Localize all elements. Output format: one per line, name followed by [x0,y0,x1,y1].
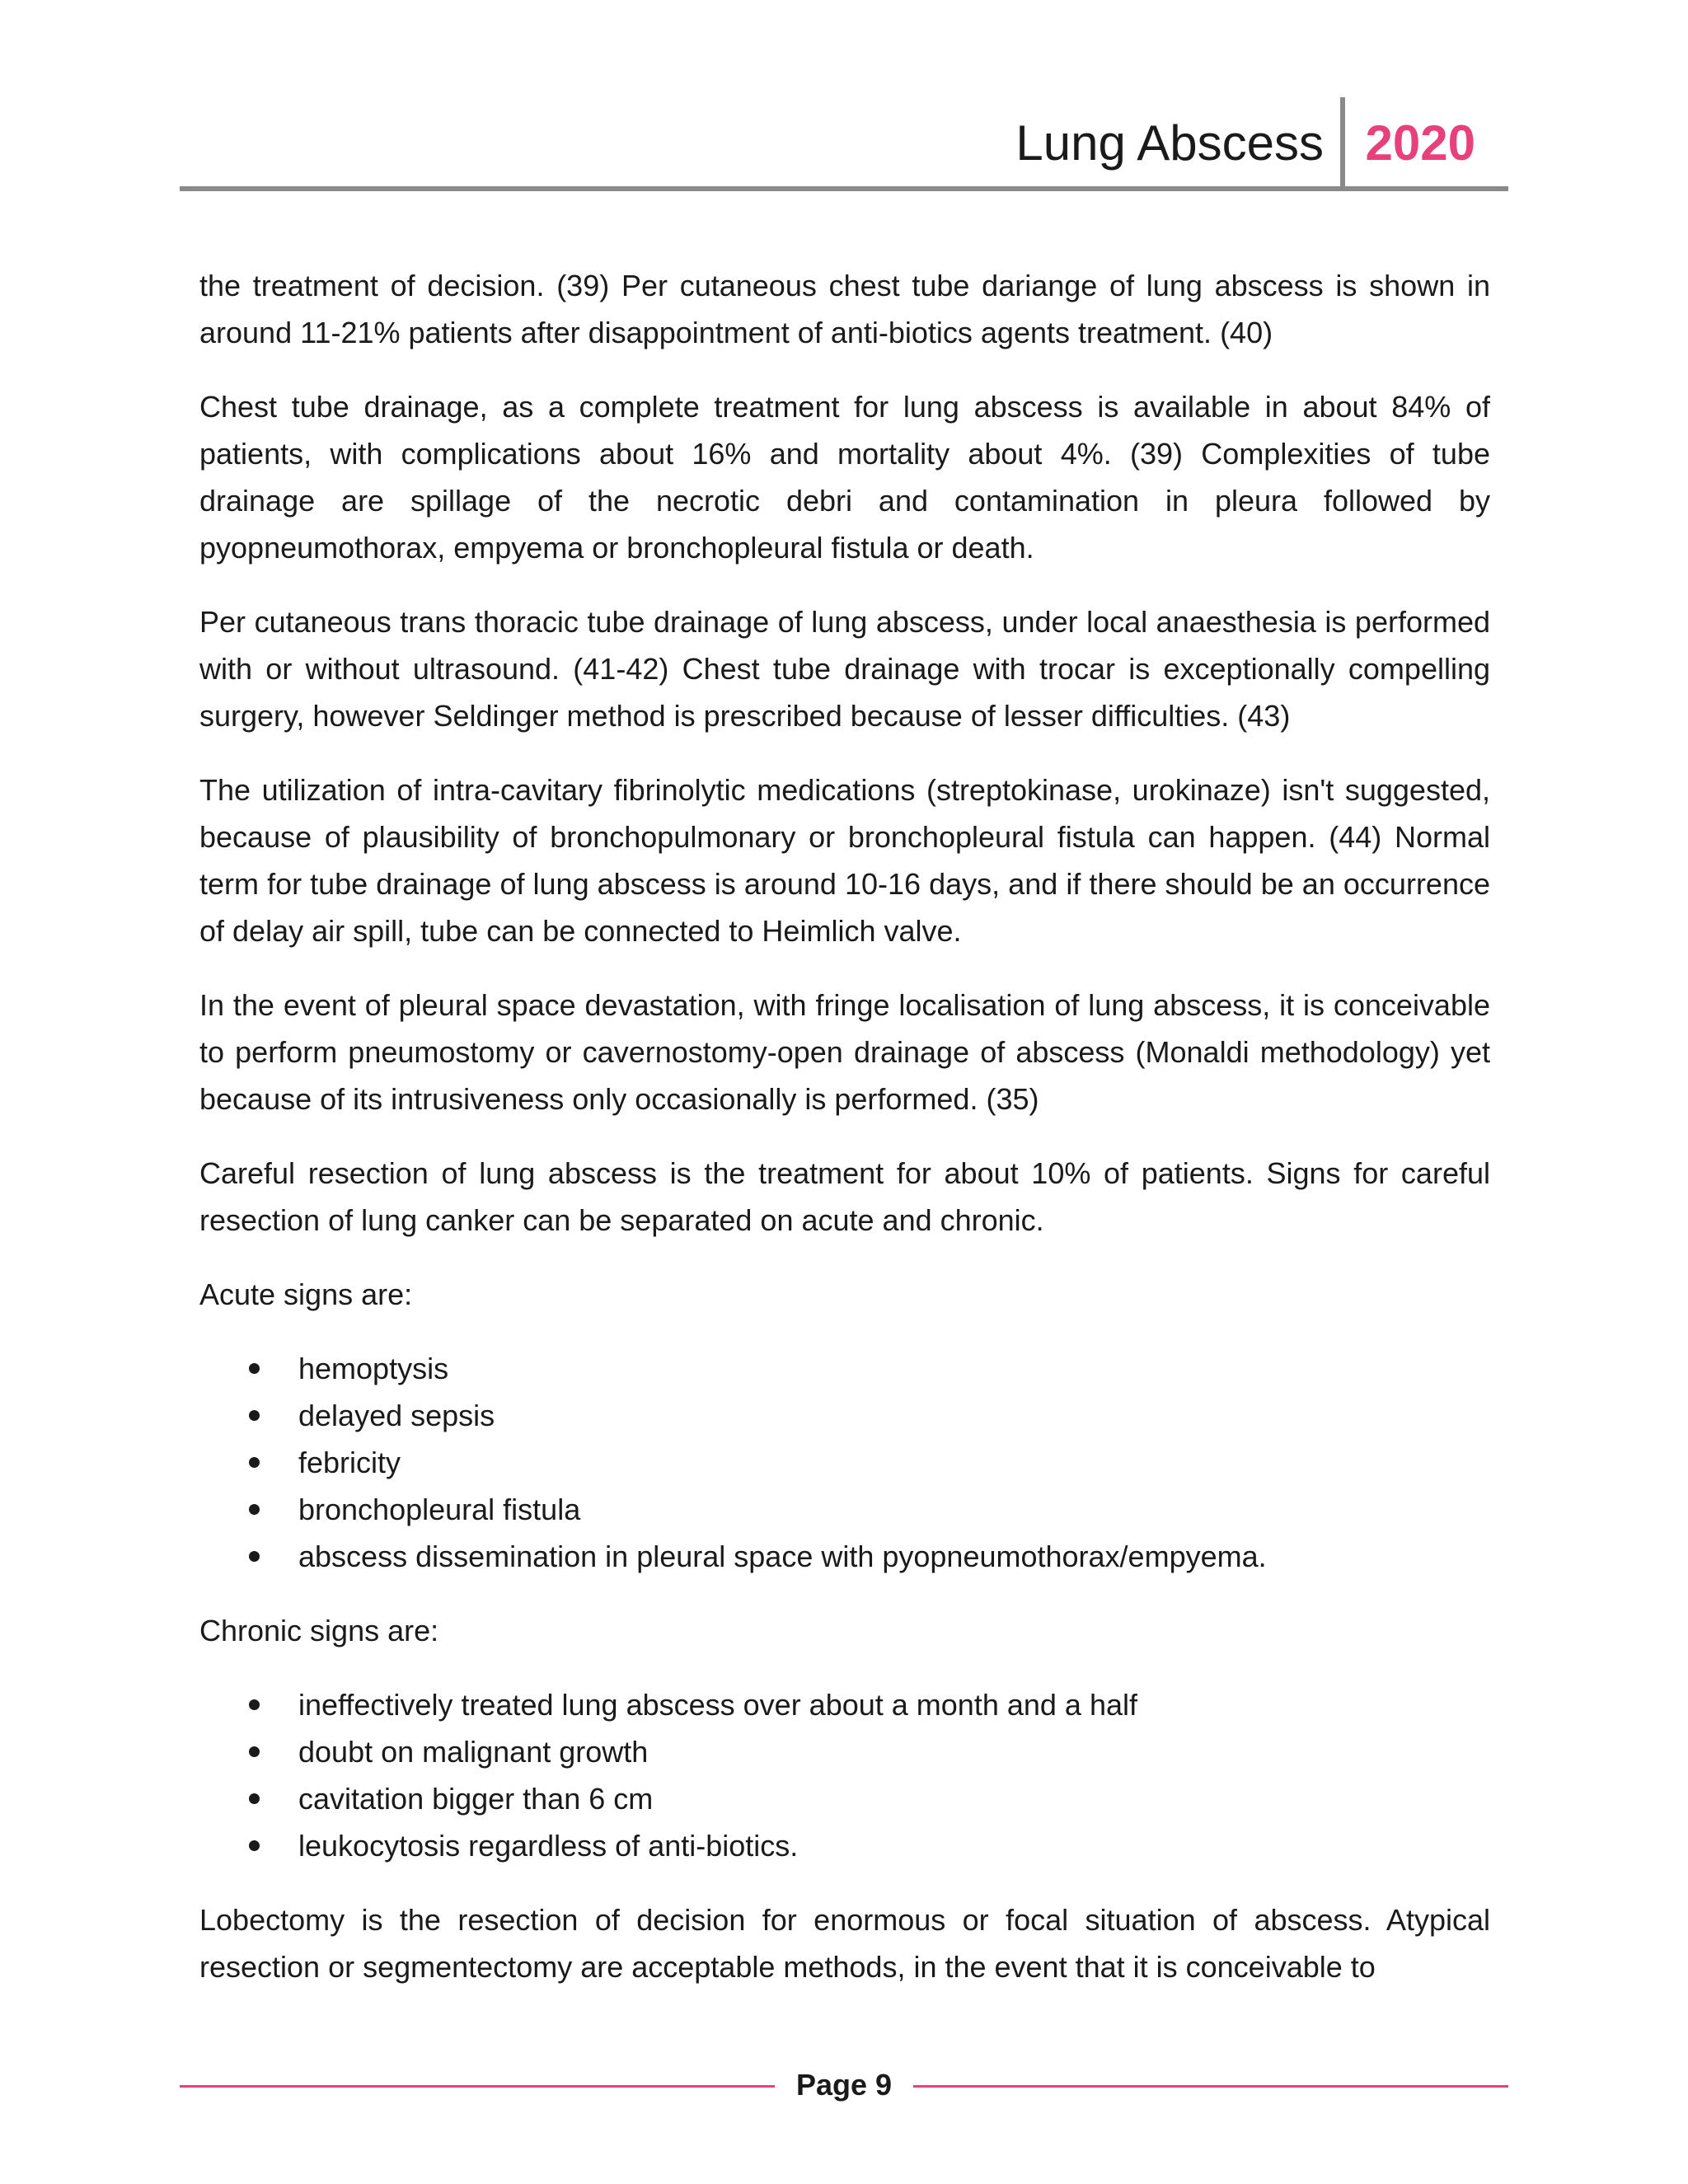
chronic-signs-list [199,1681,1490,1869]
paragraph: Per cutaneous trans thoracic tube drainage of lung abscess, under local anaesthesia is performed with or without ultrasound. (41-42) Chest tube drainage with trocar is exceptionally compelling surgery, however Seldinger method is prescribed because of lesser difficulties. (43) [199,605,1490,733]
list-item-text: delayed sepsis [298,1399,495,1432]
page-header [180,97,1508,191]
list-item [199,1392,1490,1439]
paragraph: In the event of pleural space devastation, with fringe localisation of lung abscess, it is conceivable to perform pneumostomy or cavernostomy-open drainage of abscess (Monaldi methodology) yet because of its intrusiveness only occasionally is performed. (35) [199,988,1490,1116]
acute-signs-list [199,1345,1490,1580]
footer-rule-right [913,2085,1508,2088]
list-item [199,1728,1490,1775]
list-item [199,1486,1490,1533]
bullet-icon [249,1410,260,1421]
list-item [199,1439,1490,1486]
document-body [199,262,1490,2018]
bullet-icon [249,1746,260,1757]
paragraph: Chest tube drainage, as a complete treatment for lung abscess is available in about 84% of patients, with complications about 16% and mortality about 4%. (39) Complexities of tube drainage are spillage of the necrotic debri and contamination in pleura followed by pyopneumothorax, empyema or bronchopleural fistula or death. [199,390,1490,565]
list-item-text: doubt on malignant growth [298,1735,649,1769]
bullet-icon [249,1793,260,1804]
bullet-icon [249,1840,260,1851]
header-title: Lung Abscess [1015,115,1324,171]
header-rule [180,186,1508,191]
chronic-signs-heading: Chronic signs are: [199,1614,439,1647]
list-item [199,1345,1490,1392]
header-year: 2020 [1365,115,1475,171]
list-item-text: cavitation bigger than 6 cm [298,1782,654,1816]
acute-signs-heading: Acute signs are: [199,1277,413,1311]
page-number: Page 9 [795,2068,893,2102]
paragraph: Careful resection of lung abscess is the treatment for about 10% of patients. Signs for careful resection of lung canker can be separated on acute and chronic. [199,1156,1490,1237]
bullet-icon [249,1551,260,1562]
bullet-icon [249,1504,260,1515]
list-item [199,1775,1490,1822]
paragraph: the treatment of decision. (39) Per cutaneous chest tube dariange of lung abscess is shown in around 11-21% patients after disappointment of anti-biotics agents treatment. (40) [199,269,1490,349]
paragraph: The utilization of intra-cavitary fibrinolytic medications (streptokinase, urokinaze) isn't suggested, because of plausibility of bronchopulmonary or bronchopleural fistula can happen. (44) Normal term for tube drainage of lung abscess is around 10-16 days, and if there should be an occurrence of delay air spill, tube can be connected to Heimlich valve. [199,773,1490,948]
list-item-text: ineffectively treated lung abscess over about a month and a half [298,1688,1137,1722]
list-item [199,1533,1490,1580]
list-item-text: abscess dissemination in pleural space with pyopneumothorax/empyema. [298,1540,1267,1573]
bullet-icon [249,1457,260,1468]
list-item-text: leukocytosis regardless of anti-biotics. [298,1829,799,1863]
list-item-text: febricity [298,1446,401,1479]
list-item [199,1681,1490,1728]
list-item-text: bronchopleural fistula [298,1493,581,1526]
bullet-icon [249,1363,260,1374]
paragraph: Lobectomy is the resection of decision for enormous or focal situation of abscess. Atypical resection or segmentectomy are acceptable methods, in the event that it is conceivable to [199,1903,1490,1984]
page-footer [180,2060,1508,2110]
list-item [199,1822,1490,1869]
header-divider [1340,97,1345,186]
list-item-text: hemoptysis [298,1352,449,1385]
bullet-icon [249,1699,260,1710]
